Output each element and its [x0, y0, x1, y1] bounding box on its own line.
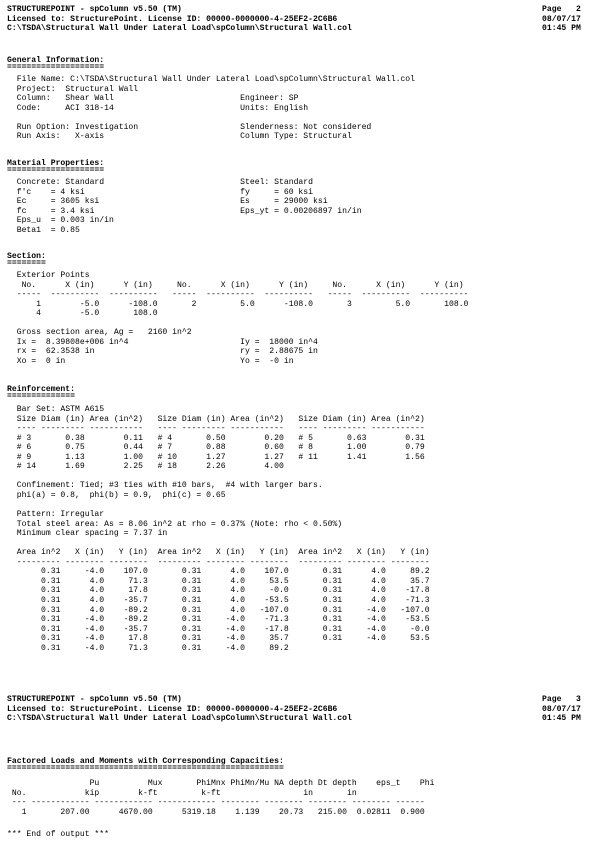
reinforcement-line: Area in^2 X (in) Y (in) Area in^2 X (in) Y (in) Area in^2 X (in) Y (in) [7, 548, 430, 558]
file-path-line-page3: C:\TSDA\Structural Wall Under Lateral Load\spColumn\Structural Wall.col [7, 714, 352, 723]
reinforcement-line: 0.31 4.0 -89.2 0.31 4.0 -107.0 0.31 -4.0 -107.0 [7, 605, 430, 615]
reinforcement-line: Bar Set: ASTM A615 [7, 405, 105, 414]
section-heading: Section: [7, 252, 46, 261]
factored-underline: ========================================================= [7, 764, 284, 773]
reinforcement-line: 0.31 4.0 -35.7 0.31 4.0 -53.5 0.31 4.0 -71.3 [7, 596, 430, 605]
section-line: Ix = 8.39808e+006 in^4 Iy = 18000 in^4 [7, 337, 318, 347]
material-line: fc = 3.4 ksi Eps_yt = 0.00206897 in/in [7, 206, 362, 216]
factored-loads-line: No. kip k-ft k-ft in in [7, 788, 357, 798]
reinforcement-line: # 9 1.13 1.00 # 10 1.27 1.27 # 11 1.41 1.56 [7, 452, 425, 462]
file-path-line: C:\TSDA\Structural Wall Under Lateral Load\spColumn\Structural Wall.col [7, 24, 352, 33]
factored-loads-line: Pu Mux PhiMnx PhiMn/Mu NA depth Dt depth eps_t Phi [7, 779, 435, 788]
material-heading: Material Properties: [7, 159, 105, 168]
section-underline: ======== [7, 259, 46, 268]
page-number-page3: Page 3 [542, 695, 581, 704]
general-heading: General Information: [7, 56, 105, 65]
material-underline: ==================== [7, 166, 105, 175]
report-date-page3: 08/07/17 [542, 704, 581, 714]
report-title: STRUCTUREPOINT - spColumn v5.50 (TM) [7, 5, 182, 14]
factored-heading: Factored Loads and Moments with Corresponding Capacities: [7, 757, 284, 766]
material-line: Beta1 = 0.85 [7, 225, 80, 235]
reinforcement-line: phi(a) = 0.8, phi(b) = 0.9, phi(c) = 0.65 [7, 490, 226, 500]
material-line: Eps_u = 0.003 in/in [7, 216, 114, 225]
license-line-page3: Licensed to: StructurePoint. License ID: 00000-0000000-4-25EF2-2C6B6 [7, 704, 338, 714]
reinforcement-line: Minimum clear spacing = 7.37 in [7, 529, 168, 539]
report-title-page3: STRUCTUREPOINT - spColumn v5.50 (TM) [7, 695, 182, 704]
reinforcement-line: 0.31 -4.0 -35.7 0.31 -4.0 -17.8 0.31 -4.0 -0.0 [7, 624, 430, 634]
reinforcement-underline: ============== [7, 392, 75, 401]
general-underline: ==================== [7, 63, 105, 72]
reinforcement-line: # 3 0.38 0.11 # 4 0.50 0.20 # 5 0.63 0.31 [7, 433, 425, 443]
section-line: 4 -5.0 108.0 [7, 309, 158, 318]
general-info-line: File Name: C:\TSDA\Structural Wall Under Lateral Load\spColumn\Structural Wall.col [7, 75, 415, 84]
factored-loads-line: --- ------------ ------------ ------------ -------- -------- -------- -------- ------ [7, 798, 425, 807]
reinforcement-line: Size Diam (in) Area (in^2) Size Diam (in) Area (in^2) Size Diam (in) Area (in^2) [7, 414, 425, 424]
material-line: Concrete: Standard Steel: Standard [7, 178, 313, 187]
reinforcement-heading: Reinforcement: [7, 385, 75, 394]
section-line: Gross section area, Ag = 2160 in^2 [7, 328, 192, 337]
section-line: No. X (in) Y (in) No. X (in) Y (in) No. X (in) Y (in) [7, 280, 464, 290]
reinforcement-line: # 6 0.75 0.44 # 7 0.88 0.60 # 8 1.00 0.79 [7, 443, 425, 453]
reinforcement-line: 0.31 -4.0 -89.2 0.31 -4.0 -71.3 0.31 -4.0 -53.5 [7, 615, 430, 625]
reinforcement-line: # 14 1.69 2.25 # 18 2.26 4.00 [7, 462, 284, 472]
reinforcement-line: Pattern: Irregular [7, 510, 105, 520]
reinforcement-line: 0.31 4.0 17.8 0.31 4.0 -0.0 0.31 4.0 -17.8 [7, 586, 430, 596]
end-of-output: *** End of output *** [7, 830, 109, 839]
general-info-line: Project: Structural Wall [7, 84, 139, 94]
section-line: ----- ---------- ---------- ----- ---------- ---------- ----- ---------- ---------- [7, 290, 469, 299]
reinforcement-line: 0.31 4.0 71.3 0.31 4.0 53.5 0.31 4.0 35.7 [7, 576, 430, 586]
material-line: Ec = 3605 ksi Es = 29000 ksi [7, 197, 328, 206]
reinforcement-line: Confinement: Tied; #3 ties with #10 bars, #4 with larger bars. [7, 481, 323, 491]
license-line: Licensed to: StructurePoint. License ID: 00000-0000000-4-25EF2-2C6B6 [7, 14, 338, 24]
material-line: f'c = 4 ksi fy = 60 ksi [7, 187, 313, 197]
reinforcement-line: Total steel area: As = 8.06 in^2 at rho = 0.37% (Note: rho < 0.50%) [7, 519, 343, 529]
report-time: 01:45 PM [542, 24, 581, 33]
general-info-line: Column: Shear Wall Engineer: SP [7, 94, 299, 103]
general-info-line: Code: ACI 318-14 Units: English [7, 103, 309, 113]
report-time-page3: 01:45 PM [542, 714, 581, 723]
general-info-line: Run Axis: X-axis Column Type: Structural [7, 132, 352, 141]
section-line: 1 -5.0 -108.0 2 5.0 -108.0 3 5.0 108.0 [7, 299, 469, 309]
section-line: Exterior Points [7, 271, 90, 280]
reinforcement-line: --------- -------- -------- --------- -------- -------- --------- -------- -------- [7, 557, 430, 567]
section-line: rx = 62.3538 in ry = 2.88675 in [7, 347, 318, 356]
report-date: 08/07/17 [542, 14, 581, 24]
reinforcement-line: 0.31 -4.0 107.0 0.31 4.0 107.0 0.31 4.0 89.2 [7, 567, 430, 577]
general-info-line: Run Option: Investigation Slenderness: Not considered [7, 122, 372, 132]
section-line: Xo = 0 in Yo = -0 in [7, 356, 294, 366]
reinforcement-line: ---- --------- ----------- ---- --------- ----------- ---- --------- ----------- [7, 424, 425, 434]
page-number: Page 2 [542, 5, 581, 14]
reinforcement-line: 0.31 -4.0 17.8 0.31 -4.0 35.7 0.31 -4.0 53.5 [7, 634, 430, 644]
factored-loads-line: 1 207.00 4670.00 5319.18 1.139 20.73 215.00 0.02811 0.900 [7, 807, 425, 817]
reinforcement-line: 0.31 -4.0 71.3 0.31 -4.0 89.2 [7, 643, 289, 653]
